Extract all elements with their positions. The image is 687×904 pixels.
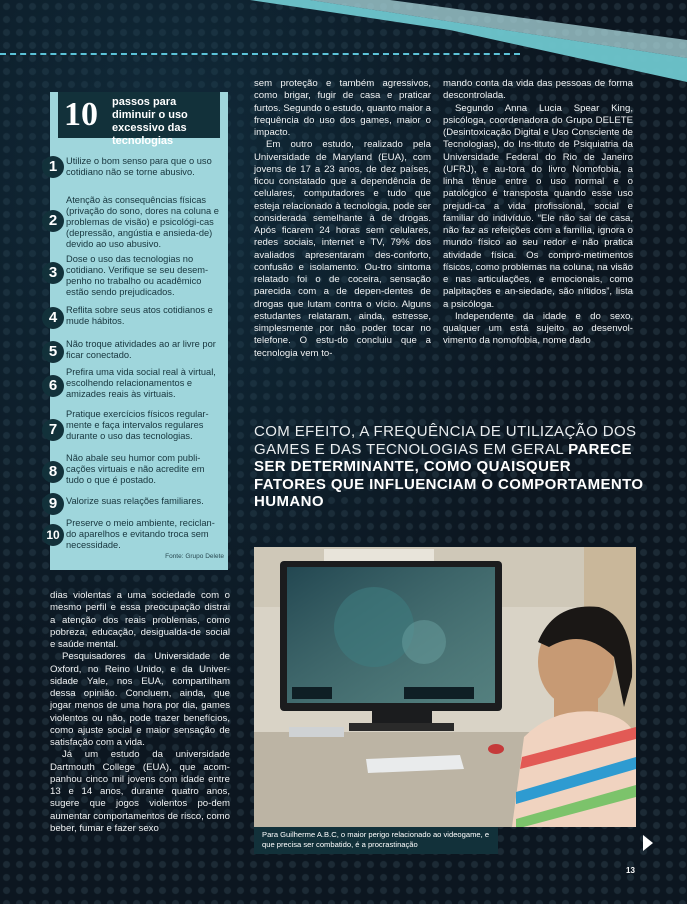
sidebar-number: 10 [64,96,98,133]
article-column-left [50,590,230,835]
tips-sidebar [46,92,228,570]
tip-text: Não abale seu humor com publi-cações virtuais e não acredite em tudo o que é postado. [66,453,205,485]
tip-number: 7 [42,419,64,441]
tip-number: 9 [42,493,64,515]
article-photo [254,547,636,827]
tip-text: Não troque atividades ao ar livre por ficar conectado. [66,339,216,360]
pull-quote [254,423,644,511]
paragraph: Segundo Anna Lucia Spear King, psicóloga, coordenadora do Grupo DELETE (Desintoxicação Digital e Uso Consciente de Tecnologias), do Ins-tituto de Psiquiatria da Universidade Federal do Rio de Janeiro (UFRJ), e au-tora do livro Nomofobia, a linha tênue entre o uso normal e o patológico é transposta quando esse uso prejudi-ca a vida profissional, social e familiar do indivíduo. “Ele não sai de casa, não faz as refeições com a família, ignora o mundo físico ao seu redor e não pratica atividade física. Os compro-metimentos físicos, como problemas na coluna, na visão e nas articulações, e emocionais, como palpitações e an-siedade, são nítidos”, lista a psicóloga. [443,102,633,310]
paragraph: Já um estudo da universidade Dartmouth College (EUA), que acom-panhou cinco mil jovens com idade entre 13 e 14 anos, durante quatro anos, sugere que jogos violentos po-dem aumentar comportamentos de risco, como beber, fumar e fazer sexo [50,749,230,834]
tip-number: 10 [42,524,64,546]
tip-text: Pratique exercícios físicos regular-mente e faça intervalos regulares durante o uso das tecnologias. [66,409,209,441]
tip-number: 8 [42,461,64,483]
article-column-right [443,78,633,348]
sidebar-header [58,92,220,147]
tip-number: 6 [42,375,64,397]
pull-quote-light: COM EFEITO, A FREQUÊNCIA DE UTILIZAÇÃO DOS GAMES E DAS TECNOLOGIAS EM GERAL [254,423,637,458]
paragraph: Independente da idade e do sexo, qualquer um está sujeito ao desenvol-vimento da nomofobia, nome dado [443,310,633,347]
paragraph: Pesquisadores da Universidade de Oxford, no Reino Unido, e da Univer-sidade Yale, nos EUA, compartilham dessa opinião. Concluem, ainda, que jogar menos de uma hora por dia, games violentos ou não, pode trazer benefícios, como ajuste social e maior sensação de satisfação com a vida. [50,651,230,748]
tip-text: Reflita sobre seus atos cotidianos e mude hábitos. [66,305,213,326]
tip-text: Prefira uma vida social real à virtual, escolhendo relacionamentos e amizades reais às virtuais. [66,367,216,399]
tip-text: Valorize suas relações familiares. [66,496,204,506]
paragraph: sem proteção e também agressivos, como brigar, fugir de casa e praticar furtos. Segundo o estudo, quanto maior a frequência do uso dos games, maior o impacto. [254,78,431,138]
tip-number: 3 [42,262,64,284]
sidebar-title: passos para diminuir o uso excessivo das tecnologias [112,96,188,147]
page-number: 13 [626,866,635,875]
paragraph: dias violentas a uma sociedade com o mesmo perfil e essa preocupação distrai a atenção dos reais problemas, como pobreza, educação, desigualda-de social e saúde mental. [50,590,230,650]
tip-text: Atenção às consequências físicas (privação do sono, dores na coluna e problemas de visão) e psicológi-cas (depressão, angústia e ansieda-de) devido ao uso abusivo. [66,195,219,249]
sidebar-source: Fonte: Grupo Delete [165,553,224,560]
decorative-light-beam [250,0,687,90]
decorative-dashed-line [0,53,520,55]
tip-number: 2 [42,210,64,232]
tip-number: 4 [42,307,64,329]
tip-text: Utilize o bom senso para que o uso cotidiano não se torne abusivo. [66,156,212,177]
tip-number: 5 [42,341,64,363]
tip-text: Preserve o meio ambiente, reciclan-do aparelhos e evitando troca sem necessidade. [66,518,215,550]
tip-number: 1 [42,156,64,178]
photo-caption: Para Guilherme A.B.C, o maior perigo relacionado ao videogame, e que precisa ser combatido, é a procrastinação [254,827,498,854]
paragraph: mando conta da vida das pessoas de forma descontrolada. [443,78,633,102]
article-column-middle [254,78,431,360]
pull-quote-bold: PARECE SER DETERMINANTE, COMO QUAISQUER FATORES QUE INFLUENCIAM O COMPORTAMENTO HUMANO [254,440,644,510]
next-page-arrow-icon [643,835,653,851]
tip-text: Dose o uso das tecnologias no cotidiano. Verifique se seu desem-penho no trabalho ou acadêmico estão sendo prejudicados. [66,254,209,297]
paragraph: Em outro estudo, realizado pela Universidade de Maryland (EUA), com jovens de 17 a 23 anos, de dez países, ficou constatado que a dependência de celulares, computadores e tudo que esteja relacionado à tecnologia, pode ser considerada semelhante à de drogas. Após ficarem 24 horas sem celulares, redes sociais, internet e TV, 79% dos avaliados apresentaram des-conforto, confusão e isolamento. Ou-tro sintoma relatado foi o de coceira, sensação parecida com a de depen-dentes de drogas que lutam contra o vício. Alguns estudantes relataram, ainda, estresse, simplesmente por não poder tocar no telefone. O estu-do concluiu que a tecnologia vem to- [254,139,431,359]
